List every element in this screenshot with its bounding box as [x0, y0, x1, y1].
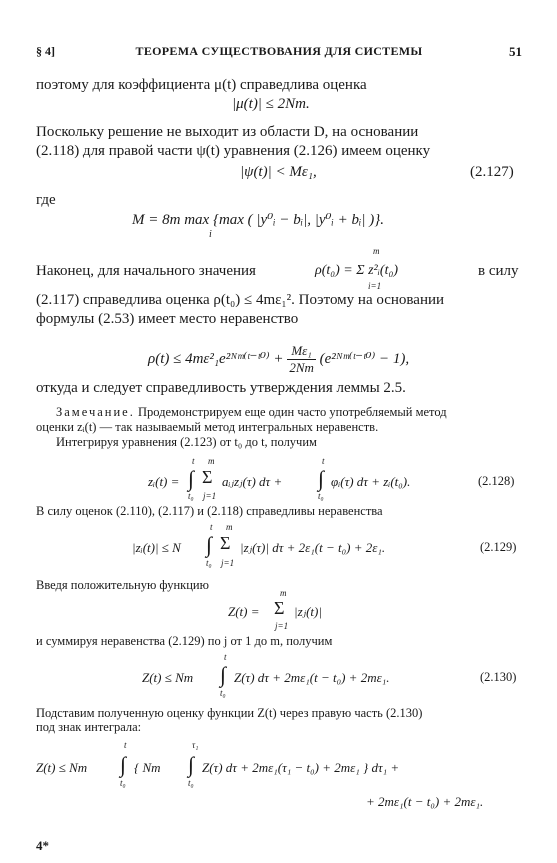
sum-upper: m — [208, 456, 215, 466]
eq-part: |zᵢ(t)| ≤ N — [132, 540, 181, 555]
integral-sign: ∫ — [120, 752, 127, 777]
integral-lower: t₀ — [120, 778, 126, 788]
integral-upper: τ₁ — [192, 740, 199, 750]
eq-part: Z(t) = — [228, 604, 260, 619]
sum-lower: j=1 — [275, 621, 289, 631]
paragraph-text: Введя положительную функцию — [36, 578, 209, 592]
integral-upper: t — [124, 740, 127, 750]
paragraph-text: (2.118) для правой части ψ(t) уравнения (2.126) имеем оценку — [36, 143, 431, 159]
fraction — [287, 343, 316, 376]
paragraph-text: Поскольку решение не выходит из области D, на основании — [36, 124, 419, 140]
sum-lower: j=1 — [221, 558, 235, 568]
sum-sign: Σ — [220, 533, 231, 553]
paragraph-text: В силу оценок (2.110), (2.117) и (2.118) справедливы неравенства — [36, 504, 383, 518]
sum-upper: m — [373, 246, 380, 256]
page-number: 51 — [509, 44, 522, 59]
remark-label: Замечание. — [56, 405, 135, 419]
equation-number: (2.128) — [478, 474, 515, 488]
integral-sign: ∫ — [318, 466, 325, 491]
paragraph-text: и суммируя неравенства (2.129) по j от 1 до m, получим — [36, 634, 333, 648]
paragraph-text: Наконец, для начального значения — [36, 263, 256, 279]
sum-sign: Σ — [202, 467, 213, 487]
signature-mark: 4* — [36, 838, 49, 853]
equation-2-130 — [142, 652, 472, 700]
sum-lower: j=1 — [203, 491, 217, 501]
sum-upper: m — [226, 522, 233, 532]
integral-lower: t₀ — [318, 491, 324, 501]
rho-right: (e²ᴺᵐ⁽ᵗ⁻ᵗ⁰⁾ − 1), — [319, 350, 410, 367]
equation-mu: |μ(t)| ≤ 2Nm. — [232, 96, 310, 112]
fraction-numerator: Mε₁ — [287, 343, 316, 360]
remark-text: Продемонстрируем еще один часто употребляемый метод — [137, 405, 447, 419]
paragraph-text: поэтому для коэффициента μ(t) справедлива оценка — [36, 77, 367, 93]
sum-lower: i=1 — [368, 281, 382, 291]
paragraph-text: откуда и следует справедливость утверждения леммы 2.5. — [36, 380, 406, 396]
equation-number: (2.130) — [480, 670, 517, 684]
fraction-denominator: 2Nm — [289, 360, 314, 375]
equation-number: (2.129) — [480, 540, 517, 554]
eq-part: φᵢ(τ) dτ + zᵢ(t₀). — [331, 474, 411, 489]
paragraph-text: оценки zᵢ(t) — так называемый метод интегральных неравенств. — [36, 420, 379, 434]
section-mark: § 4] — [36, 44, 55, 58]
integral-upper: t — [224, 652, 227, 662]
eq-part: zᵢ(t) = — [148, 474, 180, 489]
eq-part: |zⱼ(τ)| dτ + 2ε₁(t − t₀) + 2ε₁. — [240, 540, 386, 555]
paragraph-text: в силу — [478, 263, 519, 279]
integral-lower: t₀ — [188, 491, 194, 501]
integral-lower: t₀ — [188, 778, 194, 788]
equation-substituted — [36, 740, 536, 830]
paragraph-text: под знак интеграла: — [36, 720, 142, 734]
integral-sign: ∫ — [206, 532, 213, 557]
eq-part: + 2mε₁(t − t₀) + 2mε₁. — [366, 794, 484, 809]
eq-part: { Nm — [134, 760, 161, 775]
rho0-text: ρ(t₀) = Σ z²ᵢ(t₀) — [315, 263, 399, 278]
eq-part: Z(t) ≤ Nm — [36, 760, 88, 775]
paragraph-text: Интегрируя уравнения (2.123) от t₀ до t, получим — [56, 435, 317, 449]
integral-sign: ∫ — [188, 752, 195, 777]
integral-upper: t — [322, 456, 325, 466]
integral-sign: ∫ — [220, 662, 227, 687]
eq-part: Z(τ) dτ + 2mε₁(t − t₀) + 2mε₁. — [234, 670, 390, 685]
equation-Z-definition — [228, 588, 378, 634]
equation-2-128 — [148, 456, 478, 504]
integral-upper: t — [192, 456, 195, 466]
integral-lower: t₀ — [206, 558, 212, 568]
equation-psi: |ψ(t)| < Mε₁, — [240, 164, 317, 180]
paragraph-text: Подставим полученную оценку функции Z(t) через правую часть (2.130) — [36, 706, 423, 720]
max-subscript: i — [209, 229, 212, 240]
sum-sign: Σ — [274, 598, 285, 618]
eq-part: aᵢⱼzⱼ(τ) dτ + — [222, 474, 283, 489]
equation-2-129 — [132, 522, 478, 572]
remark-line — [56, 405, 447, 420]
integral-sign: ∫ — [188, 466, 195, 491]
paragraph-text: (2.117) справедлива оценка ρ(t₀) ≤ 4mε₁². Поэтому на основании — [36, 292, 445, 308]
equation-number: (2.127) — [470, 164, 514, 180]
chapter-title: ТЕОРЕМА СУЩЕСТВОВАНИЯ ДЛЯ СИСТЕМЫ — [135, 44, 423, 58]
equation-M: M = 8m max {max ( |y⁰ᵢ − bᵢ|, |y⁰ᵢ + bᵢ| )}. — [132, 212, 384, 228]
running-header — [36, 44, 522, 62]
paragraph-text: где — [36, 192, 56, 208]
paragraph-text: формулы (2.53) имеет место неравенство — [36, 311, 299, 327]
integral-lower: t₀ — [220, 688, 226, 698]
integral-upper: t — [210, 522, 213, 532]
eq-part: Z(τ) dτ + 2mε₁(τ₁ − t₀) + 2mε₁ } dτ₁ + — [202, 760, 400, 775]
sum-upper: m — [280, 588, 287, 598]
eq-part: |zⱼ(t)| — [294, 604, 322, 619]
equation-rho — [148, 343, 409, 376]
rho-left: ρ(t) ≤ 4mε²₁e²ᴺᵐ⁽ᵗ⁻ᵗ⁰⁾ + — [148, 350, 284, 367]
eq-part: Z(t) ≤ Nm — [142, 670, 194, 685]
